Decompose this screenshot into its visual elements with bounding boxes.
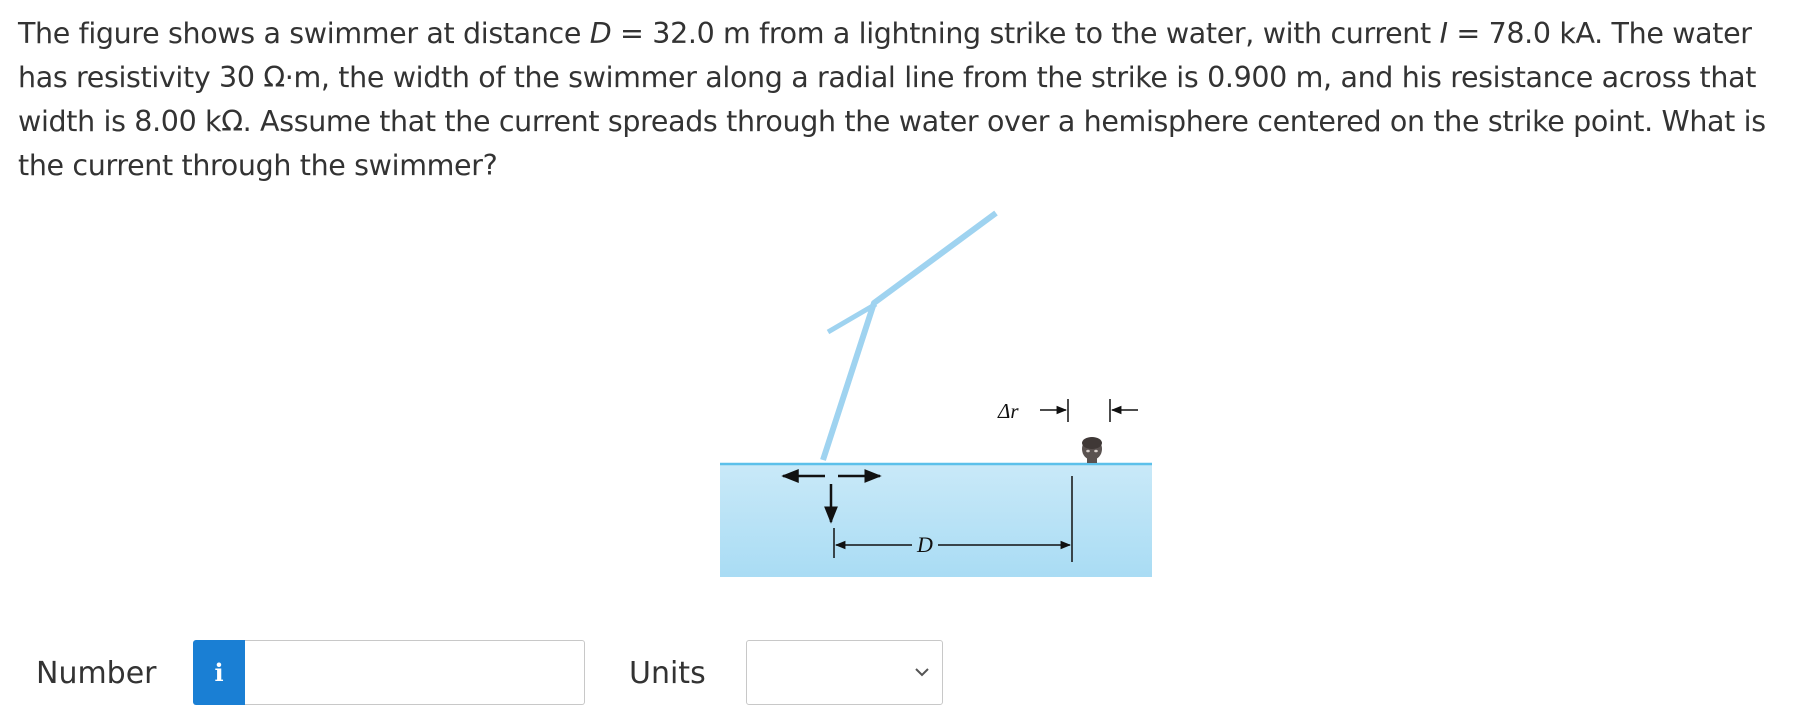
swimmer-icon bbox=[1082, 437, 1102, 463]
number-input[interactable] bbox=[245, 640, 585, 705]
variable-i: I bbox=[1439, 17, 1448, 50]
units-label: Units bbox=[629, 656, 706, 691]
label-delta-r: Δr bbox=[998, 399, 1019, 423]
variable-d: D bbox=[589, 17, 612, 50]
question-text bbox=[18, 12, 1793, 188]
units-select[interactable] bbox=[746, 640, 943, 705]
info-icon[interactable]: i bbox=[193, 640, 245, 705]
question-text-part: The figure shows a swimmer at distance bbox=[18, 17, 590, 50]
chevron-down-icon bbox=[914, 666, 930, 678]
question-text-part: = 32.0 m from a lightning strike to the water, with current bbox=[611, 17, 1440, 50]
answer-row bbox=[0, 640, 1803, 710]
lightning-bolt bbox=[823, 213, 996, 460]
lightning-swimmer-figure bbox=[700, 200, 1180, 600]
label-d: D bbox=[917, 532, 933, 557]
water-region bbox=[720, 464, 1152, 577]
question-text-part: = 78.0 kA. The water has resistivity 30 Ω·m, the width of the swimmer along a radial line from the strike is 0.900 m, and his resistance across that width is 8.00 kΩ. Assume that the current spreads through the water over a hemisphere centered on the strike point. What is the current through the swimmer? bbox=[18, 17, 1766, 182]
number-label: Number bbox=[36, 656, 157, 691]
